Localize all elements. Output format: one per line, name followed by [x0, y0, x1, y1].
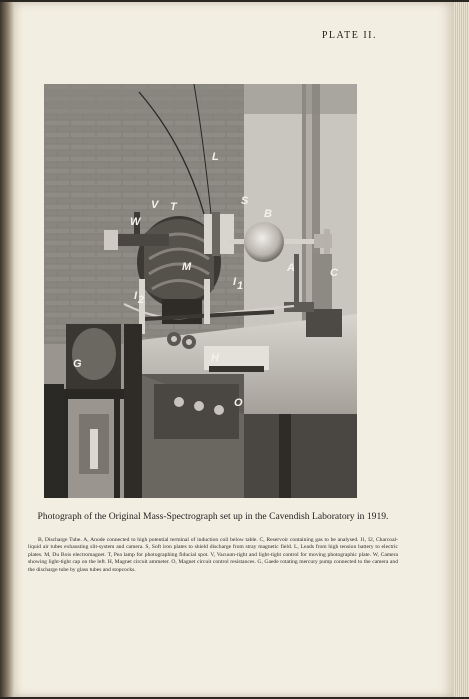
label-W: W [130, 216, 141, 228]
label-I2: I [134, 290, 138, 302]
page-edges [454, 2, 469, 697]
label-M: M [182, 261, 192, 273]
label-L: L [212, 151, 219, 163]
label-V: V [151, 199, 159, 211]
label-C: C [330, 267, 338, 279]
photo-caption-title: Photograph of the Original Mass-Spectrograph set up in the Cavendish Laboratory in 1919. [37, 511, 389, 522]
label-O: O [234, 397, 243, 409]
mass-spectrograph-photograph [44, 84, 357, 498]
label-I1-sub: 1 [237, 280, 244, 292]
label-G: G [73, 358, 82, 370]
label-A: A [287, 262, 295, 274]
plate-label: PLATE II. [321, 30, 377, 41]
label-S: S [241, 195, 249, 207]
label-I2-sub: 2 [138, 294, 145, 306]
label-H: H [211, 352, 219, 364]
photo-caption-legend: B, Discharge Tube. A, Anode connected to high potential terminal of induction coil below table. C, Reservoir containing gas to be analysed. I1, I2, Charcoal-liquid air tubes exhausting slit-system and camera. S, Soft iron plates to shield discharge from stray magnetic field. L, Leads from high tension battery to electric plates. M, Du Bois electromagnet. T, Pea lamp for photographing fiducial spot. V, Vacuum-tight and light-tight control for moving photographic plate. W, Camera showing light-tight cap on the left. H, Magnet circuit ammeter. O, Magnet circuit control resistances. G, Gaede rotating mercury pump connected to the camera and the discharge tube by glass tubes and stopcocks. [28, 537, 398, 573]
label-T: T [170, 201, 177, 213]
label-I1: I [233, 276, 237, 288]
book-spine [0, 2, 14, 697]
label-B: B [264, 208, 272, 220]
